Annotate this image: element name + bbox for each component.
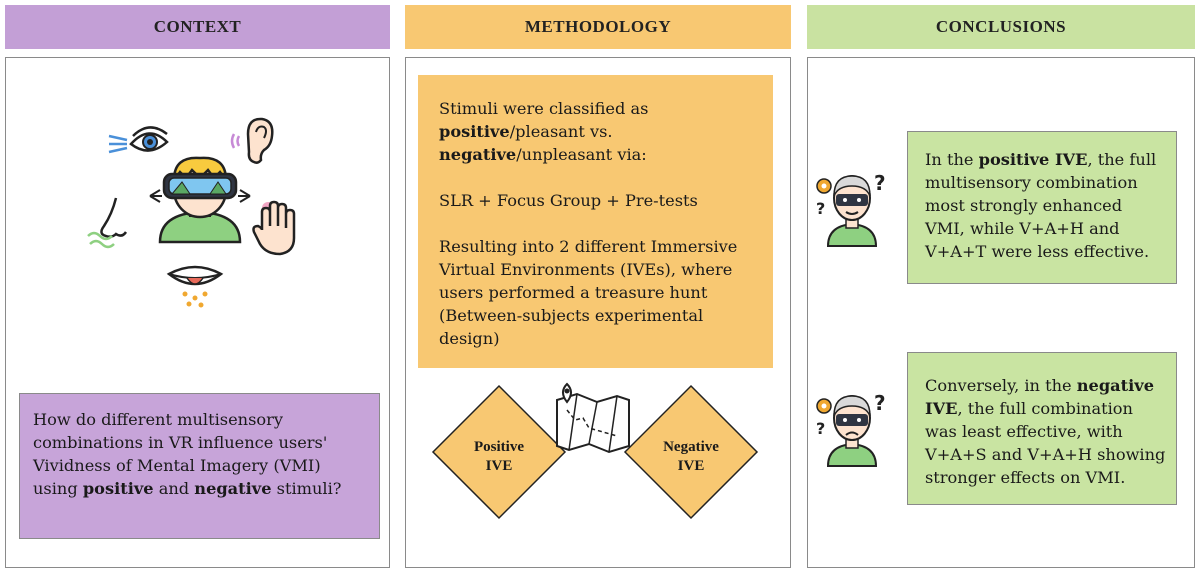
vr-headset-person-icon bbox=[150, 152, 250, 242]
conclusion-positive-box bbox=[907, 131, 1177, 284]
mouth-icon bbox=[165, 258, 225, 310]
conclusion1-text-1: In the bbox=[925, 150, 979, 169]
stimuli-text-2: /pleasant vs. bbox=[509, 122, 613, 141]
conclusion2-bold: negative IVE bbox=[925, 376, 1154, 418]
svg-text:?: ? bbox=[816, 199, 826, 218]
question-text-1: How do different multisensory combinations in VR influence users' Vividness of Mental Imagery (VMI) using bbox=[33, 410, 328, 498]
question-text-3: stimuli? bbox=[271, 479, 342, 498]
methodology-box bbox=[418, 75, 773, 368]
result-text: Resulting into 2 different Immersive Virtual Environments (IVEs), where users performed a treasure hunt (Between-subjects experimental design) bbox=[439, 237, 738, 348]
thinking-sad-person-icon bbox=[814, 382, 892, 466]
research-question-box bbox=[19, 393, 380, 539]
stimuli-positive: positive bbox=[439, 122, 510, 141]
question-positive: positive bbox=[82, 479, 154, 498]
conclusion-negative-box bbox=[907, 352, 1177, 505]
stimuli-negative: negative bbox=[439, 145, 517, 164]
context-header-label: CONTEXT bbox=[153, 17, 242, 36]
context-header bbox=[5, 5, 390, 49]
conclusions-header bbox=[807, 5, 1195, 49]
conclusion2-text-2: , the full combination was least effective, with V+A+S and V+A+H showing stronger effects on VMI. bbox=[925, 399, 1166, 487]
negative-ive-label: Negative IVE bbox=[663, 439, 719, 474]
methodology-header bbox=[405, 5, 791, 49]
svg-text:?: ? bbox=[874, 391, 886, 415]
positive-ive-label: Positive IVE bbox=[474, 439, 524, 474]
conclusions-header-label: CONCLUSIONS bbox=[935, 17, 1067, 36]
hand-icon bbox=[252, 200, 302, 256]
methodology-header-label: METHODOLOGY bbox=[524, 17, 672, 36]
conclusion1-bold: positive IVE bbox=[978, 150, 1088, 169]
map-icon bbox=[553, 380, 633, 452]
question-text-2: and bbox=[153, 479, 195, 498]
svg-text:?: ? bbox=[816, 419, 826, 438]
thinking-happy-person-icon bbox=[814, 162, 892, 246]
conclusion2-text-1: Conversely, in the bbox=[925, 376, 1077, 395]
question-negative: negative bbox=[194, 479, 272, 498]
methods-text: SLR + Focus Group + Pre-tests bbox=[439, 191, 698, 210]
svg-text:?: ? bbox=[874, 171, 886, 195]
stimuli-text-3: /unpleasant via: bbox=[516, 145, 647, 164]
nose-icon bbox=[86, 196, 136, 246]
stimuli-text bbox=[439, 97, 761, 166]
stimuli-text-1: Stimuli were classified as bbox=[439, 99, 649, 118]
conclusion1-text-2: , the full multisensory combination most strongly enhanced VMI, while V+A+H and V+A+T were less effective. bbox=[925, 150, 1157, 261]
